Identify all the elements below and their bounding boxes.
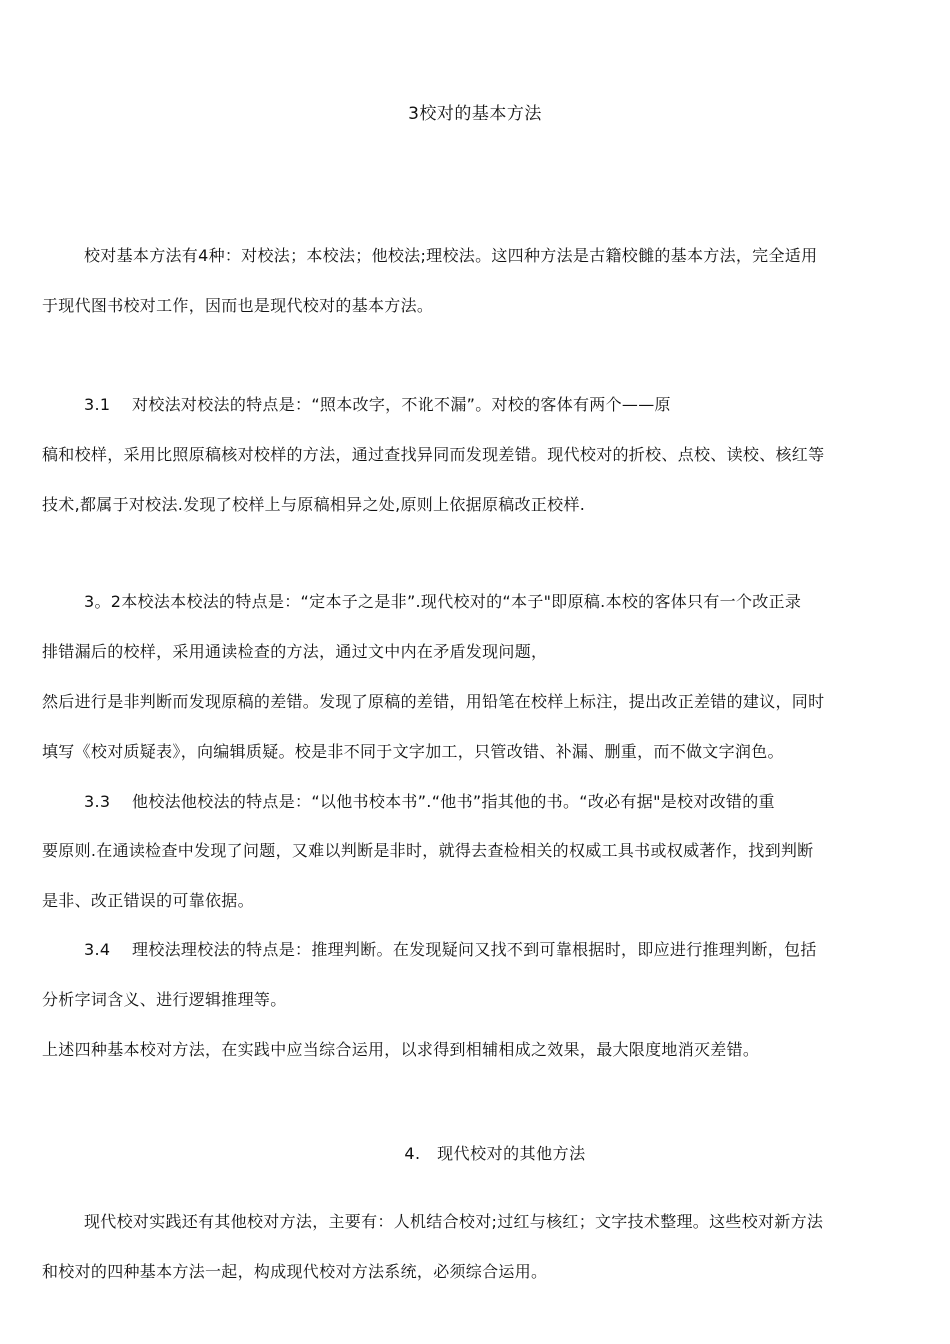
s32-line-2: 排错漏后的校样，采用通读检查的方法，通过文中内在矛盾发现问题， — [42, 642, 548, 661]
section-3-title: 3校对的基本方法 — [408, 104, 542, 124]
s31-line-1: 3.1 对校法对校法的特点是：“照本改字，不讹不漏”。对校的客体有两个——原 — [84, 395, 671, 414]
s4-line-1: 现代校对实践还有其他校对方法，主要有：人机结合校对;过红与核红；文字技术整理。这些校对新方法 — [84, 1212, 824, 1231]
s32-line-3: 然后进行是非判断而发现原稿的差错。发现了原稿的差错，用铅笔在校样上标注，提出改正差错的建议，同时 — [42, 692, 825, 711]
s4-line-2: 和校对的四种基本方法一起，构成现代校对方法系统，必须综合运用。 — [42, 1262, 548, 1281]
s33-line-2: 要原则.在通读检查中发现了问题，又难以判断是非时，就得去查检相关的权威工具书或权威著作，找到判断 — [42, 841, 814, 860]
s31-line-3: 技术,都属于对校法.发现了校样上与原稿相异之处,原则上依据原稿改正校样. — [42, 495, 586, 514]
intro-line-2: 于现代图书校对工作，因而也是现代校对的基本方法。 — [42, 296, 434, 315]
section-4-title: 4. 现代校对的其他方法 — [404, 1144, 586, 1163]
intro-line-1: 校对基本方法有4种：对校法；本校法；他校法;理校法。这四种方法是古籍校雠的基本方法，完全适用 — [84, 246, 818, 265]
s33-line-3: 是非、改正错误的可靠依据。 — [42, 891, 254, 910]
s33-line-1: 3.3 他校法他校法的特点是：“以他书校本书”.“他书”指其他的书。“改必有据"是校对改错的重 — [84, 792, 775, 811]
s31-line-2: 稿和校样，采用比照原稿核对校样的方法，通过查找异同而发现差错。现代校对的折校、点校、读校、核红等 — [42, 445, 825, 464]
s32-line-1: 3。2本校法本校法的特点是：“定本子之是非”.现代校对的“本子"即原稿.本校的客体只有一个改正录 — [84, 592, 802, 611]
summary-line: 上述四种基本校对方法，在实践中应当综合运用，以求得到相辅相成之效果，最大限度地消灭差错。 — [42, 1040, 760, 1059]
s34-line-2: 分析字词含义、进行逻辑推理等。 — [42, 990, 287, 1009]
s32-line-4: 填写《校对质疑表》，向编辑质疑。校是非不同于文字加工，只管改错、补漏、删重，而不做文字润色。 — [42, 742, 784, 761]
s34-line-1: 3.4 理校法理校法的特点是：推理判断。在发现疑问又找不到可靠根据时，即应进行推理判断，包括 — [84, 940, 817, 959]
